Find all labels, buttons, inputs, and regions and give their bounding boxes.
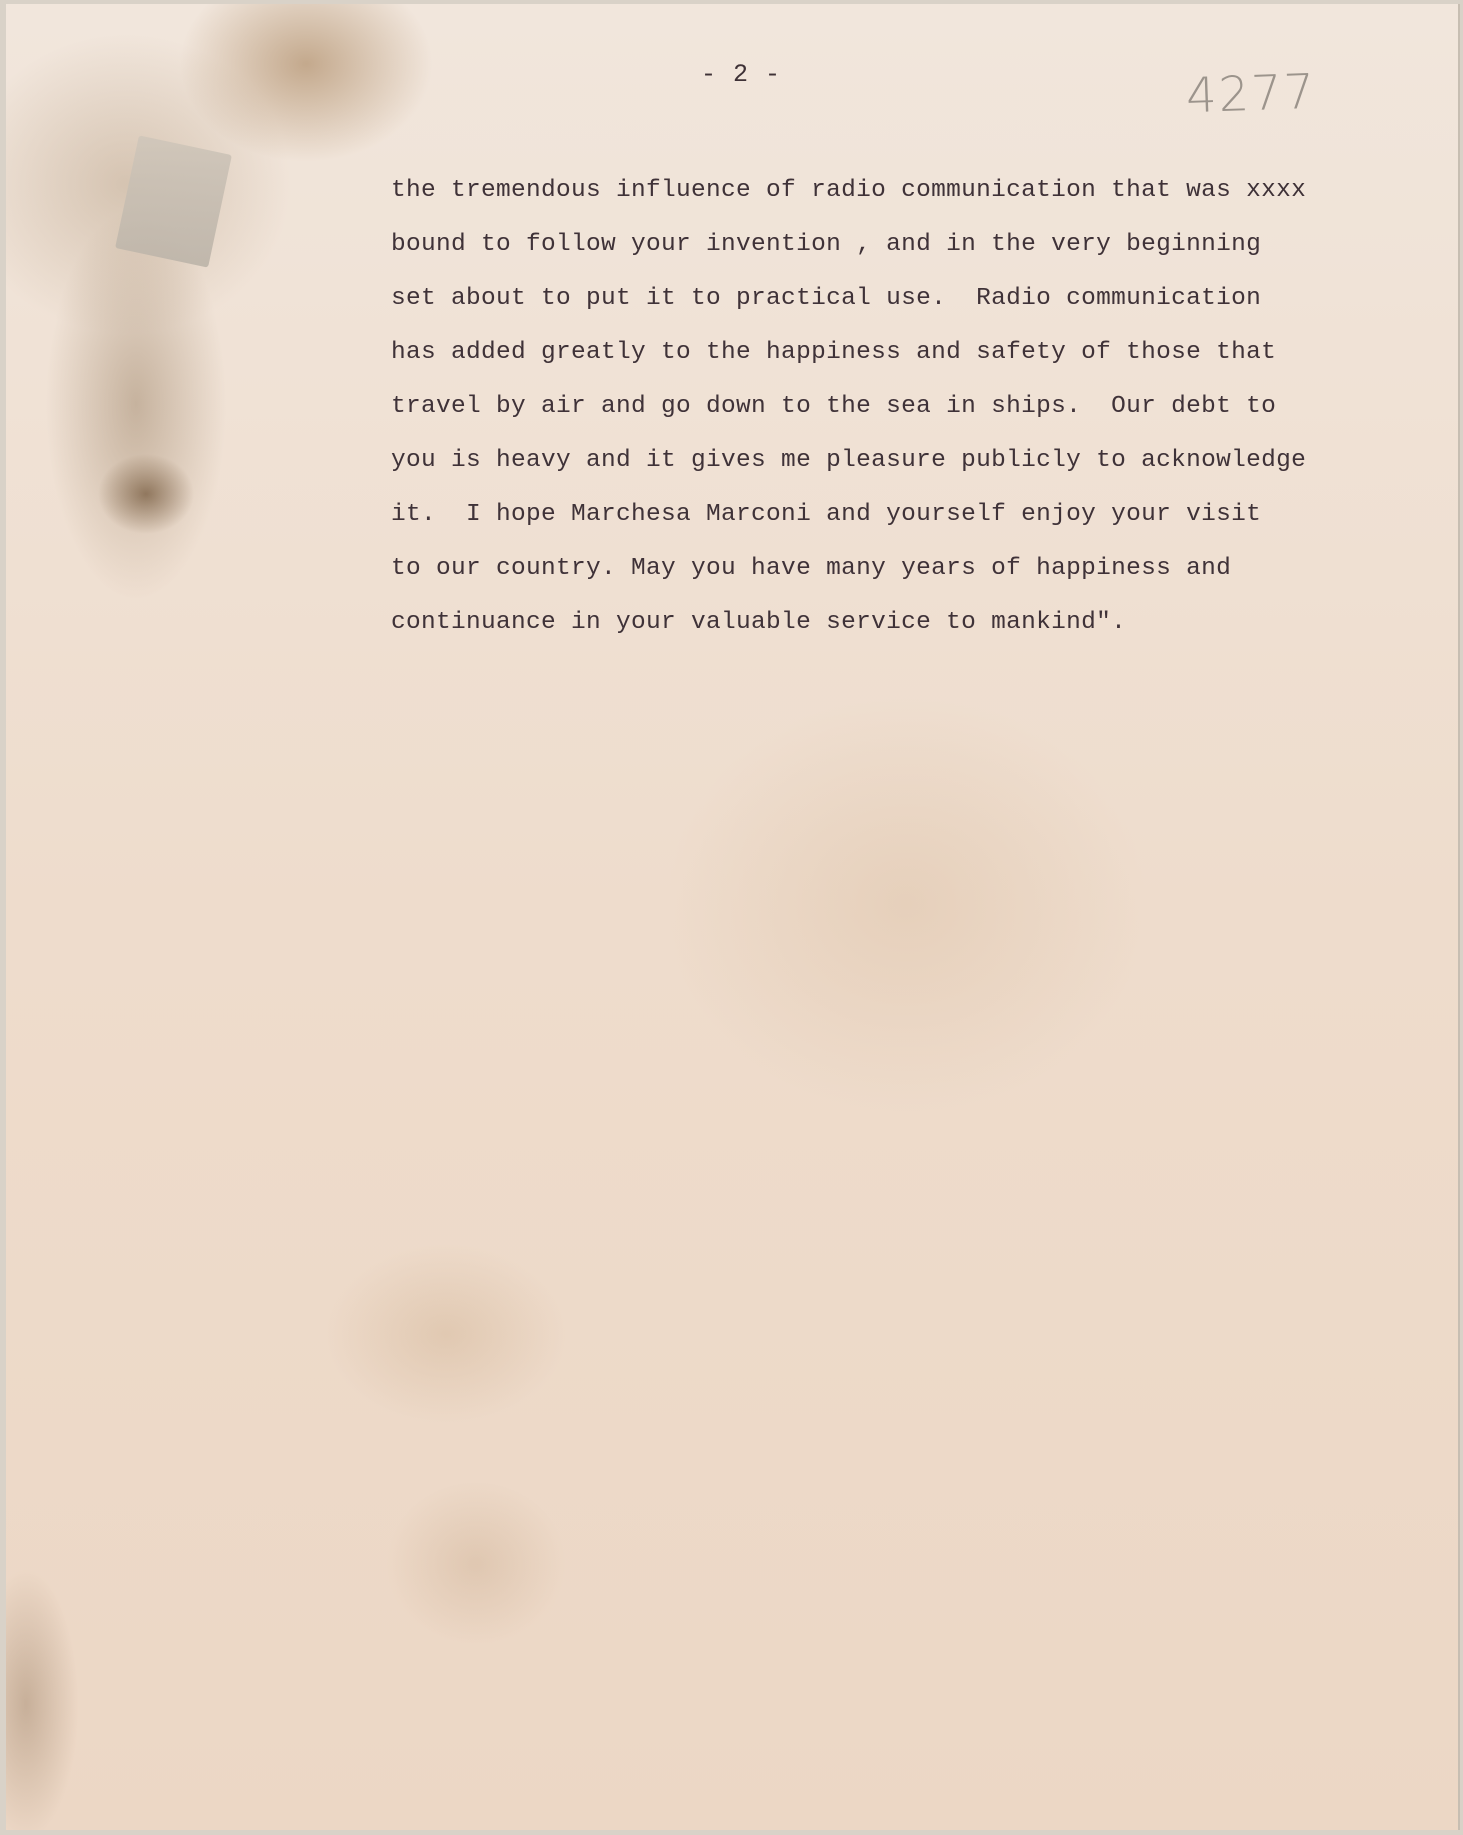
archive-number: 4277	[1185, 63, 1318, 125]
document-page	[6, 4, 1460, 1830]
body-line: it. I hope Marchesa Marconi and yourself enjoy your visit	[391, 501, 1262, 528]
page-number: - 2 -	[700, 60, 781, 89]
body-line: to our country. May you have many years of happiness and	[391, 555, 1232, 582]
body-line: set about to put it to practical use. Radio communication	[391, 285, 1262, 312]
body-line: the tremendous influence of radio communication that was xxxx	[391, 177, 1307, 204]
body-line: has added greatly to the happiness and safety of those that	[391, 339, 1277, 366]
tape-fragment	[115, 135, 232, 267]
letter-body	[391, 164, 1411, 650]
body-line: you is heavy and it gives me pleasure publicly to acknowledge	[391, 447, 1307, 474]
body-line: travel by air and go down to the sea in ships. Our debt to	[391, 393, 1277, 420]
body-line: bound to follow your invention , and in the very beginning	[391, 231, 1262, 258]
body-line: continuance in your valuable service to mankind".	[391, 609, 1127, 636]
